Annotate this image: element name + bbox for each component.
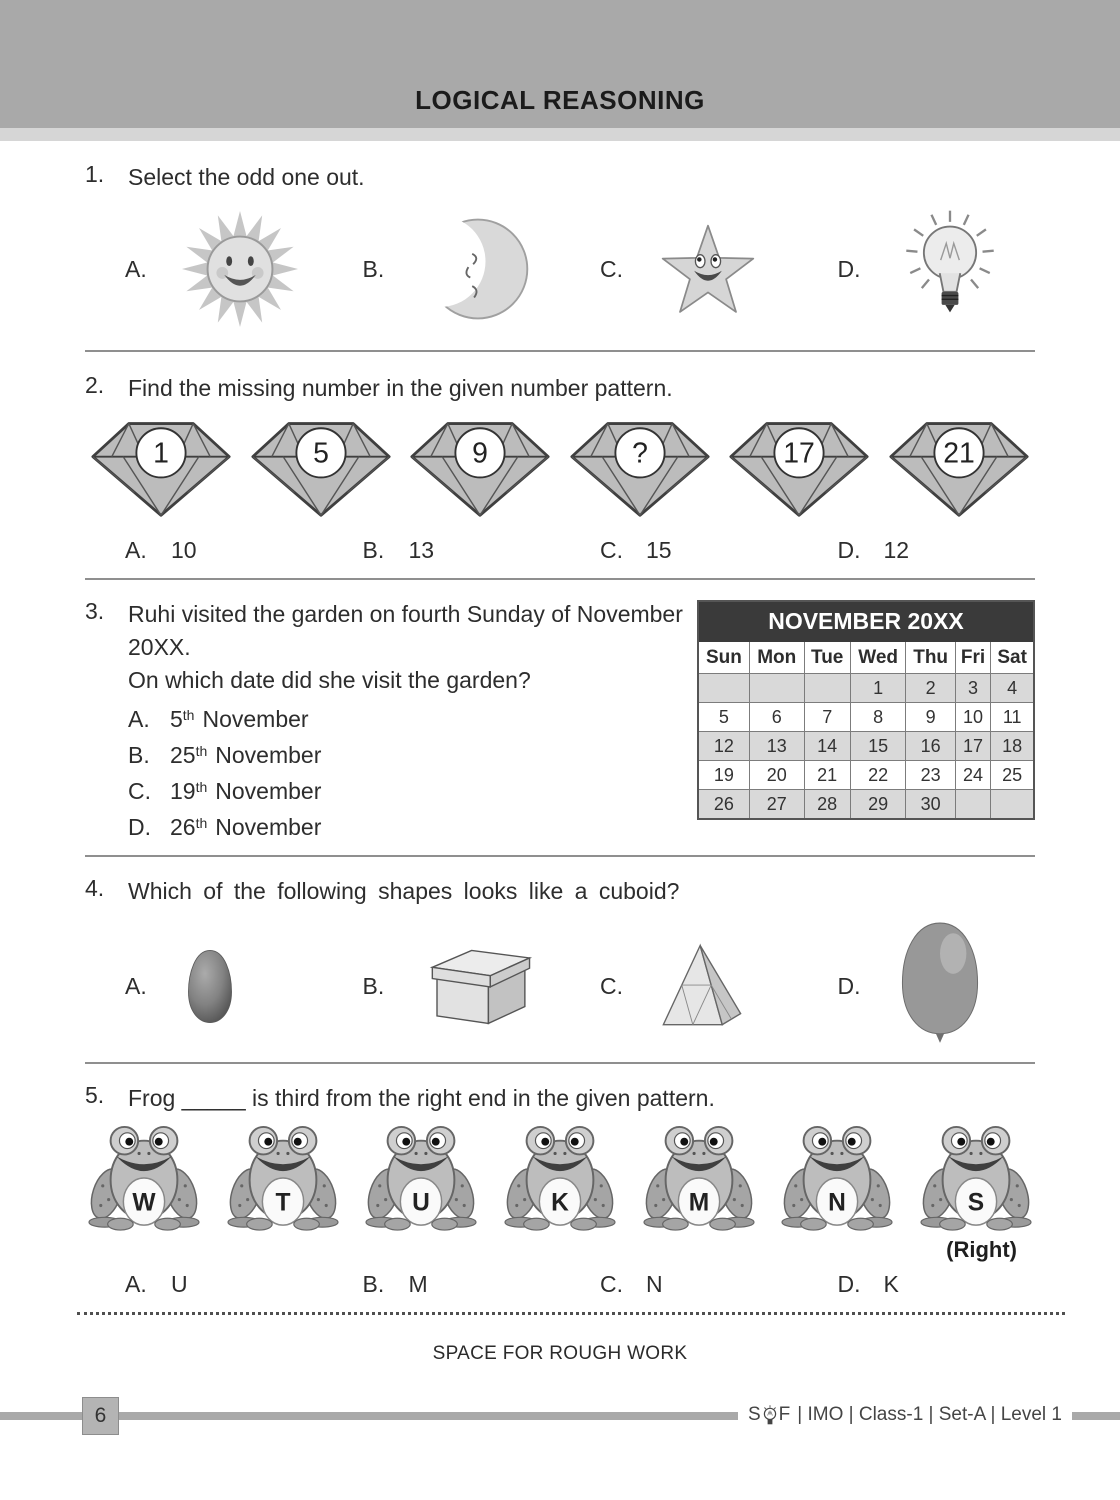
frog-pattern	[85, 1123, 1035, 1233]
calendar-cell: 15	[850, 732, 906, 761]
option-letter: D.	[837, 537, 861, 563]
egg-icon	[181, 947, 239, 1026]
option-letter: C.	[128, 778, 151, 804]
brand-letter-f: F	[778, 1404, 791, 1425]
option-letter: B.	[362, 1271, 385, 1297]
calendar-cell: 18	[991, 732, 1034, 761]
q5-option-c	[560, 1271, 798, 1298]
option-letter: A.	[125, 255, 147, 282]
option-letter: A.	[125, 1271, 147, 1297]
calendar-cell: 6	[749, 703, 804, 732]
rough-work-label: SPACE FOR ROUGH WORK	[432, 1343, 688, 1364]
calendar-cell: 7	[804, 703, 850, 732]
calendar-cell	[804, 674, 850, 703]
moon-icon	[419, 212, 533, 326]
calendar-cell	[749, 674, 804, 703]
diamond-value: ?	[631, 437, 648, 470]
option-letter: D.	[837, 972, 861, 999]
calendar-title: NOVEMBER 20XX	[698, 601, 1034, 642]
question-1-number: 1.	[85, 161, 105, 187]
diamond-value: 5	[312, 437, 329, 470]
diamond-value: 17	[783, 437, 816, 470]
calendar-day-header: Sun	[698, 642, 749, 674]
calendar-cell	[698, 674, 749, 703]
option-value: N	[646, 1271, 663, 1297]
calendar-week-row	[698, 674, 1034, 703]
question-3-text-line1: Ruhi visited the garden on fourth Sunday of November 20XX.	[128, 601, 683, 660]
calendar-cell: 16	[906, 732, 955, 761]
option-letter: C.	[600, 537, 623, 563]
brand-letter-s: S	[747, 1404, 761, 1425]
calendar-cell: 22	[850, 761, 906, 790]
q4-option-c	[560, 940, 798, 1032]
option-letter: D.	[128, 814, 151, 840]
frog-letter: M	[688, 1189, 709, 1217]
q3-option-a	[128, 706, 683, 733]
frog-letter: U	[412, 1189, 431, 1217]
question-3	[85, 598, 1035, 841]
calendar-cell: 3	[955, 674, 991, 703]
calendar-cell: 13	[749, 732, 804, 761]
q2-option-b	[323, 537, 561, 564]
calendar-cell	[991, 790, 1034, 820]
option-value: 26th November	[170, 814, 322, 840]
q2-option-a	[85, 537, 323, 564]
frog-icon	[224, 1123, 342, 1233]
q4-option-a	[85, 947, 323, 1026]
question-1	[85, 161, 1035, 336]
q1-option-c	[560, 217, 798, 321]
frog-icon	[640, 1123, 758, 1233]
frog-icon	[917, 1123, 1035, 1233]
q1-option-b	[323, 212, 561, 326]
header-strip	[0, 128, 1120, 141]
diamond-icon	[723, 415, 875, 521]
frog-letter: T	[275, 1189, 291, 1217]
option-value: M	[408, 1271, 428, 1297]
option-value: U	[171, 1271, 188, 1297]
footer-meta: | IMO | Class-1 | Set-A | Level 1	[797, 1404, 1062, 1425]
q1-option-a	[85, 210, 323, 328]
calendar-cell: 10	[955, 703, 991, 732]
question-2-options	[85, 537, 1035, 564]
question-3-text-line2: On which date did she visit the garden?	[128, 667, 531, 693]
frog-icon	[778, 1123, 896, 1233]
diamond-value: 9	[472, 437, 489, 470]
calendar-day-header: Mon	[749, 642, 804, 674]
question-2-text: Find the missing number in the given number pattern.	[128, 375, 673, 401]
option-letter: A.	[125, 537, 147, 563]
question-4	[85, 875, 1035, 1056]
calendar-cell: 21	[804, 761, 850, 790]
diamond-icon	[85, 415, 237, 521]
balloon-icon	[894, 919, 986, 1053]
calendar-day-header: Thu	[906, 642, 955, 674]
content	[0, 161, 1120, 1365]
option-letter: D.	[837, 1271, 861, 1297]
option-value: 10	[171, 537, 197, 563]
page-number: 6	[82, 1397, 119, 1435]
calendar-cell: 12	[698, 732, 749, 761]
q3-option-b	[128, 742, 683, 769]
calendar-week-row	[698, 761, 1034, 790]
right-end-label: (Right)	[946, 1237, 1017, 1262]
q4-option-b	[323, 943, 561, 1029]
option-value: K	[883, 1271, 899, 1297]
question-3-body	[85, 598, 697, 841]
question-2-number: 2.	[85, 372, 105, 398]
sun-icon	[181, 210, 299, 328]
option-letter: C.	[600, 972, 623, 999]
diamond-icon	[564, 415, 716, 521]
divider	[85, 855, 1035, 857]
q5-option-a	[85, 1271, 323, 1298]
question-4-number: 4.	[85, 875, 105, 901]
page-title: LOGICAL REASONING	[415, 85, 705, 115]
option-letter: D.	[837, 255, 861, 282]
diamond-icon	[404, 415, 556, 521]
question-5	[85, 1082, 1035, 1298]
frog-letter: N	[828, 1189, 847, 1217]
q4-option-d	[798, 919, 1036, 1053]
rough-work-separator	[77, 1312, 1065, 1315]
calendar-cell: 2	[906, 674, 955, 703]
calendar-day-header: Fri	[955, 642, 991, 674]
diamond-pattern	[85, 415, 1035, 521]
option-value: 13	[408, 537, 435, 563]
calendar-cell: 27	[749, 790, 804, 820]
divider	[85, 578, 1035, 580]
question-5-options	[85, 1271, 1035, 1298]
question-4-options	[85, 916, 1035, 1056]
option-letter: B.	[362, 972, 385, 999]
option-letter: C.	[600, 255, 623, 282]
question-5-text: Frog _____ is third from the right end in the given pattern.	[128, 1085, 715, 1111]
frog-letter: K	[551, 1189, 569, 1217]
calendar-cell: 23	[906, 761, 955, 790]
question-2	[85, 372, 1035, 564]
calendar-week-row	[698, 732, 1034, 761]
calendar-cell: 29	[850, 790, 906, 820]
divider	[85, 1062, 1035, 1064]
q3-option-d	[128, 814, 683, 841]
calendar-cell: 24	[955, 761, 991, 790]
option-letter: A.	[128, 706, 150, 732]
calendar-cell: 17	[955, 732, 991, 761]
section-header-band	[0, 0, 1120, 128]
box-icon	[419, 943, 541, 1029]
calendar-day-header: Sat	[991, 642, 1034, 674]
frog-icon	[501, 1123, 619, 1233]
calendar-cell: 11	[991, 703, 1034, 732]
bulb-icon	[894, 206, 1006, 332]
option-letter: C.	[600, 1271, 623, 1297]
calendar-cell: 20	[749, 761, 804, 790]
calendar-cell: 1	[850, 674, 906, 703]
calendar-cell: 25	[991, 761, 1034, 790]
calendar-day-header: Tue	[804, 642, 850, 674]
diamond-value: 1	[153, 437, 169, 470]
calendar-cell: 28	[804, 790, 850, 820]
q2-option-c	[560, 537, 798, 564]
diamond-icon	[883, 415, 1035, 521]
diamond-icon	[245, 415, 397, 521]
calendar-cell: 8	[850, 703, 906, 732]
november-calendar	[697, 600, 1035, 820]
diamond-value: 21	[943, 437, 975, 470]
option-value: 15	[646, 537, 672, 563]
star-icon	[656, 217, 760, 321]
option-value: 19th November	[170, 778, 322, 804]
q2-option-d	[798, 537, 1036, 564]
calendar-cell: 5	[698, 703, 749, 732]
frog-icon	[85, 1123, 203, 1233]
footer-brand	[738, 1400, 1072, 1430]
calendar-cell	[955, 790, 991, 820]
calendar-cell: 9	[906, 703, 955, 732]
divider	[85, 350, 1035, 352]
pyramid-icon	[656, 940, 748, 1032]
calendar-cell: 30	[906, 790, 955, 820]
q5-option-d	[798, 1271, 1036, 1298]
option-letter: B.	[362, 537, 385, 563]
calendar-cell: 4	[991, 674, 1034, 703]
option-letter: A.	[125, 972, 147, 999]
option-letter: B.	[128, 742, 150, 768]
q1-option-d	[798, 206, 1036, 332]
option-value: 12	[883, 537, 910, 563]
option-value: 5th November	[170, 706, 309, 732]
calendar-week-row	[698, 703, 1034, 732]
calendar-cell: 19	[698, 761, 749, 790]
option-letter: B.	[362, 255, 385, 282]
q3-option-c	[128, 778, 683, 805]
option-value: 25th November	[170, 742, 322, 768]
q5-option-b	[323, 1271, 561, 1298]
calendar-cell: 14	[804, 732, 850, 761]
question-1-text: Select the odd one out.	[128, 164, 365, 190]
frog-letter: S	[967, 1189, 985, 1217]
question-5-number: 5.	[85, 1082, 105, 1108]
question-3-number: 3.	[85, 598, 105, 624]
frog-icon	[362, 1123, 480, 1233]
question-4-text: Which of the following shapes looks like a cuboid?	[128, 878, 680, 904]
calendar-cell: 26	[698, 790, 749, 820]
calendar-day-header: Wed	[850, 642, 906, 674]
calendar-week-row	[698, 790, 1034, 820]
question-1-options	[85, 202, 1035, 336]
sof-bulb-icon	[762, 1403, 778, 1428]
frog-letter: W	[132, 1189, 156, 1217]
